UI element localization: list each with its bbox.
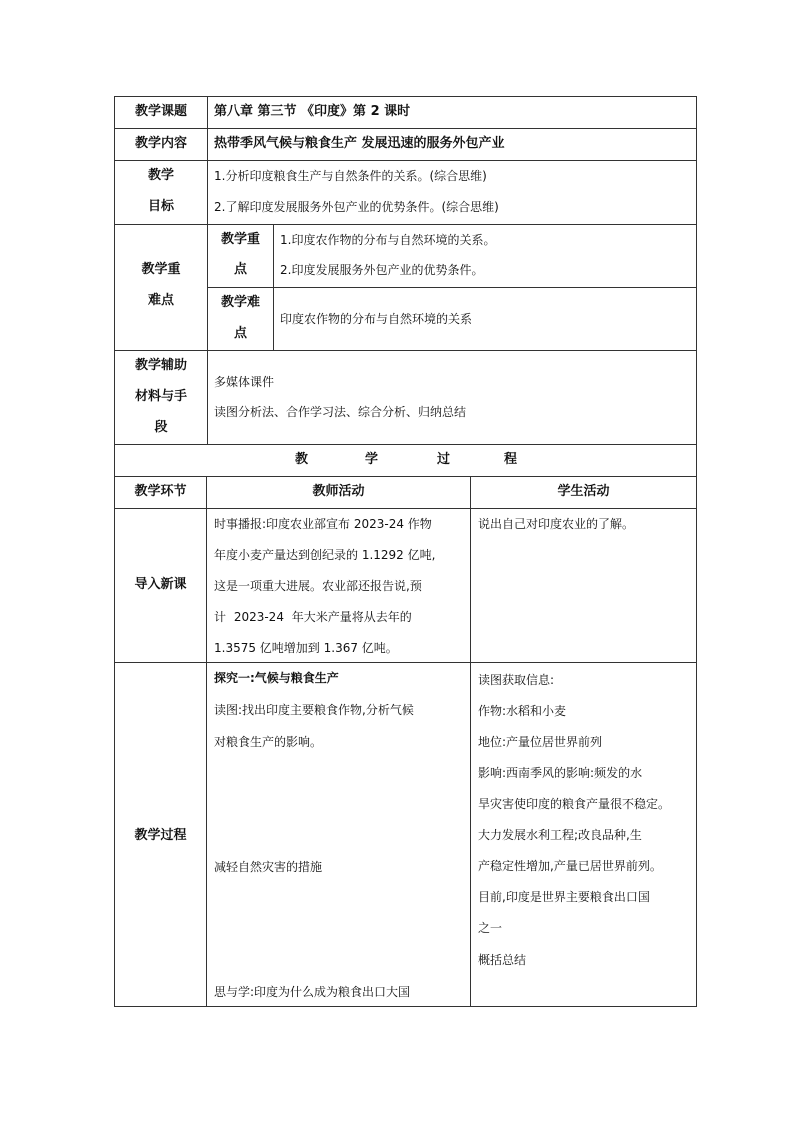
goal-label-line1: 教学	[147, 168, 174, 183]
keydiff-label-line1: 教学重	[141, 262, 181, 277]
process-title-char: 教	[295, 452, 309, 467]
key-item-2: 2.印度发展服务外包产业的优势条件。	[280, 263, 484, 277]
intro-teacher-line: 年度小麦产量达到创纪录的 1.1292 亿吨,	[214, 548, 436, 562]
main-teacher-line: 对粮食生产的影响。	[214, 735, 323, 749]
goal-item-2: 2.了解印度发展服务外包产业的优势条件。(综合思维)	[214, 200, 499, 214]
process-title-char: 学	[365, 452, 379, 467]
aid-item-1: 多媒体课件	[214, 375, 275, 389]
col-divider	[273, 224, 274, 350]
main-teacher-heading: 探究一:气候与粮食生产	[214, 671, 339, 685]
aid-label-line1: 教学辅助	[134, 358, 187, 373]
topic-value: 第八章 第三节 《印度》第 2 课时	[214, 104, 411, 119]
aid-label-line2: 材料与手	[134, 389, 187, 404]
col-divider	[206, 476, 207, 1006]
main-student-line: 读图获取信息:	[478, 673, 555, 687]
row-divider	[115, 662, 696, 663]
main-student-line: 影响:西南季风的影响:频发的水	[478, 766, 643, 780]
main-student-line: 之一	[478, 921, 503, 935]
key-label-line2: 点	[233, 262, 247, 277]
process-title-char: 过	[437, 452, 451, 467]
key-item-1: 1.印度农作物的分布与自然环境的关系。	[280, 233, 496, 247]
main-student-line: 旱灾害使印度的粮食产量很不稳定。	[478, 797, 671, 811]
intro-teacher-line: 1.3575 亿吨增加到 1.367 亿吨。	[214, 641, 398, 655]
lesson-plan-table	[114, 96, 697, 1007]
main-student-line: 目前,印度是世界主要粮食出口国	[478, 890, 650, 904]
main-student-line: 概括总结	[478, 953, 527, 967]
main-student-line: 作物:水稻和小麦	[478, 704, 567, 718]
aid-item-2: 读图分析法、合作学习法、综合分析、归纳总结	[214, 405, 467, 419]
row-divider	[207, 287, 696, 288]
intro-stage: 导入新课	[134, 577, 187, 592]
intro-teacher-line: 这是一项重大进展。农业部还报告说,预	[214, 579, 422, 593]
main-teacher-line: 读图:找出印度主要粮食作物,分析气候	[214, 703, 414, 717]
intro-teacher-line: 时事播报:印度农业部宣布 2023-24 作物	[214, 517, 432, 531]
intro-teacher-line: 计 2023-24 年大米产量将从去年的	[214, 610, 412, 624]
diff-item-1: 印度农作物的分布与自然环境的关系	[280, 312, 473, 326]
main-teacher-line: 减轻自然灾害的措施	[214, 860, 323, 874]
topic-label: 教学课题	[134, 104, 187, 119]
main-student-line: 大力发展水利工程;改良品种,生	[478, 828, 642, 842]
main-student-line: 地位:产量位居世界前列	[478, 735, 603, 749]
keydiff-label-line2: 难点	[147, 293, 174, 308]
col-header-student: 学生活动	[557, 484, 610, 499]
col-header-stage: 教学环节	[134, 484, 187, 499]
diff-label-line2: 点	[233, 326, 247, 341]
goal-label-line2: 目标	[147, 199, 174, 214]
process-title-char: 程	[504, 452, 518, 467]
diff-label-line1: 教学难	[220, 295, 260, 310]
key-label-line1: 教学重	[220, 232, 260, 247]
col-header-teacher: 教师活动	[312, 484, 365, 499]
main-teacher-line: 思与学:印度为什么成为粮食出口大国	[214, 985, 411, 999]
content-label: 教学内容	[134, 136, 187, 151]
content-value: 热带季风气候与粮食生产 发展迅速的服务外包产业	[214, 136, 505, 151]
row-divider	[115, 444, 696, 445]
goal-item-1: 1.分析印度粮食生产与自然条件的关系。(综合思维)	[214, 169, 487, 183]
aid-label-line3: 段	[154, 420, 168, 435]
col-divider	[470, 476, 471, 1006]
intro-student: 说出自己对印度农业的了解。	[478, 517, 635, 531]
main-stage: 教学过程	[134, 828, 187, 843]
main-student-line: 产稳定性增加,产量已居世界前列。	[478, 859, 662, 873]
